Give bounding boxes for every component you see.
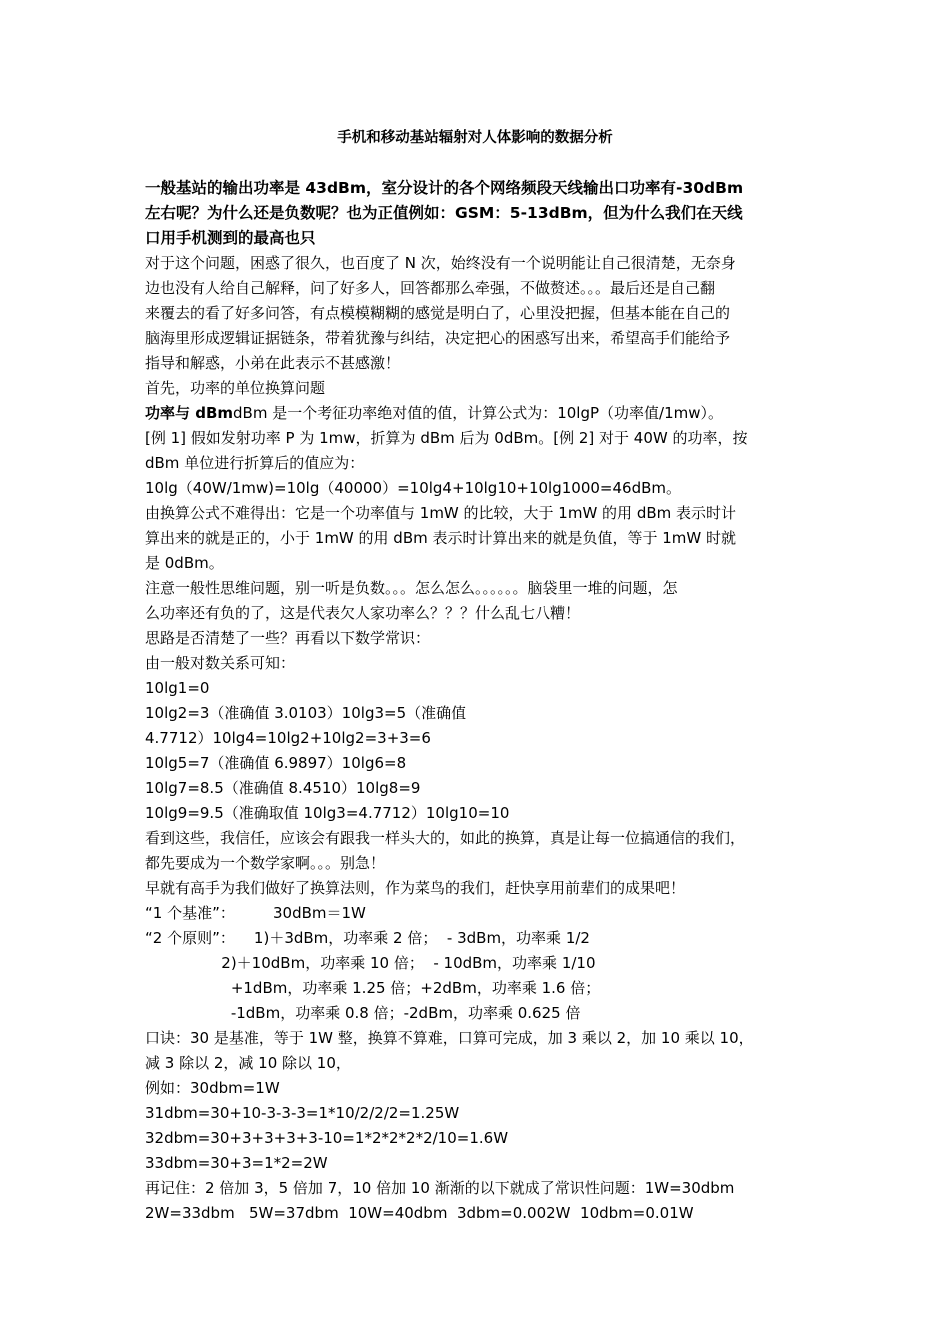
body-line: 边也没有人给自己解释，问了好多人，回答都那么牵强，不做赘述。。。最后还是自己翻 <box>145 279 716 297</box>
power-definition-line <box>145 401 820 426</box>
body-line: 算出来的就是正的，小于 1mW 的用 dBm 表示时计算出来的就是负值，等于 1mW 时就 <box>145 529 737 547</box>
example-line: 例如：30dbm=1W <box>145 1079 280 1097</box>
body-line: 看到这些，我信任，应该会有跟我一样头大的，如此的换算，真是让每一位搞通信的我们， <box>145 829 746 847</box>
body-line: 思路是否清楚了一些？再看以下数学常识： <box>145 629 431 647</box>
formula-line: 10lg5=7（准确值 6.9897）10lg6=8 <box>145 754 407 772</box>
formula-line: 10lg9=9.5（准确取值 10lg3=4.7712）10lg10=10 <box>145 804 510 822</box>
power-dbm-heading: 功率与 dBm <box>145 404 234 422</box>
example-line: 31dbm=30+10-3-3-3=1*10/2/2/2=1.25W <box>145 1104 460 1122</box>
body-line: 么功率还有负的了，这是代表欠人家功率么？？？什么乱七八糟！ <box>145 604 581 622</box>
body-line: 口诀：30 是基准，等于 1W 整，换算不算难，口算可完成，加 3 乘以 2，加 10 乘以 10， <box>145 1029 754 1047</box>
rule-line: +1dBm，功率乘 1.25 倍；+2dBm，功率乘 1.6 倍； <box>145 979 601 997</box>
formula-line: 10lg1=0 <box>145 679 210 697</box>
body-line: 由一般对数关系可知： <box>145 654 296 672</box>
body-line: 指导和解惑，小弟在此表示不甚感激！ <box>145 354 401 372</box>
body-line: 减 3 除以 2，减 10 除以 10， <box>145 1054 351 1072</box>
document-body <box>145 251 820 1226</box>
body-line: 都先要成为一个数学家啊。。。别急！ <box>145 854 386 872</box>
section-heading: 首先，功率的单位换算问题 <box>145 379 326 397</box>
body-line: 再记住：2 倍加 3，5 倍加 7，10 倍加 10 渐渐的以下就成了常识性问题：1W=30dbm <box>145 1179 735 1197</box>
intro-line: 口用手机测到的最高也只 <box>145 229 316 247</box>
intro-line: 左右呢？为什么还是负数呢？也为正值例如：GSM：5-13dBm，但为什么我们在天线 <box>145 204 743 222</box>
intro-line: 一般基站的输出功率是 43dBm，室分设计的各个网络频段天线输出口功率有-30dBm <box>145 179 744 197</box>
rule-line: -1dBm，功率乘 0.8 倍；-2dBm，功率乘 0.625 倍 <box>145 1004 581 1022</box>
body-line: 脑海里形成逻辑证据链条，带着犹豫与纠结，决定把心的困惑写出来，希望高手们能给予 <box>145 329 731 347</box>
formula-line: 10lg2=3（准确值 3.0103）10lg3=5（准确值 <box>145 704 467 722</box>
rule-line: “2 个原则”： 1)＋3dBm，功率乘 2 倍； - 3dBm，功率乘 1/2 <box>145 929 590 947</box>
example-line: 32dbm=30+3+3+3+3-10=1*2*2*2*2/10=1.6W <box>145 1129 509 1147</box>
body-line: dBm 单位进行折算后的值应为： <box>145 454 365 472</box>
document-title: 手机和移动基站辐射对人体影响的数据分析 <box>337 130 613 146</box>
body-line: 来覆去的看了好多问答，有点模模糊糊的感觉是明白了，心里没把握，但基本能在自己的 <box>145 304 731 322</box>
formula-line: 10lg7=8.5（准确值 8.4510）10lg8=9 <box>145 779 421 797</box>
body-line: [例 1] 假如发射功率 P 为 1mw，折算为 dBm 后为 0dBm。[例 2] 对于 40W 的功率，按 <box>145 429 748 447</box>
formula-line: 4.7712）10lg4=10lg2+10lg2=3+3=6 <box>145 729 431 747</box>
body-line: 由换算公式不难得出：它是一个功率值与 1mW 的比较，大于 1mW 的用 dBm 表示时计 <box>145 504 737 522</box>
example-line: 2W=33dbm 5W=37dbm 10W=40dbm 3dbm=0.002W 10dbm=0.01W <box>145 1204 694 1222</box>
formula-line: 10lg（40W/1mw)=10lg（40000）=10lg4+10lg10+10lg1000=46dBm。 <box>145 479 682 497</box>
power-definition-text: dBm 是一个考征功率绝对值的值，计算公式为：10lgP（功率值/1mw）。 <box>233 404 724 422</box>
rule-line: 2)＋10dBm，功率乘 10 倍； - 10dBm，功率乘 1/10 <box>145 954 596 972</box>
body-line: 注意一般性思维问题，别一听是负数。。。怎么怎么。。。。。。脑袋里一堆的问题，怎 <box>145 579 678 597</box>
rule-line: “1 个基准”： 30dBm＝1W <box>145 904 366 922</box>
body-line: 对于这个问题，困惑了很久，也百度了 N 次，始终没有一个说明能让自己很清楚，无奈身 <box>145 254 736 272</box>
example-line: 33dbm=30+3=1*2=2W <box>145 1154 328 1172</box>
body-line: 是 0dBm。 <box>145 554 224 572</box>
intro-question <box>145 176 815 251</box>
body-line: 早就有高手为我们做好了换算法则，作为菜鸟的我们，赶快享用前辈们的成果吧！ <box>145 879 686 897</box>
